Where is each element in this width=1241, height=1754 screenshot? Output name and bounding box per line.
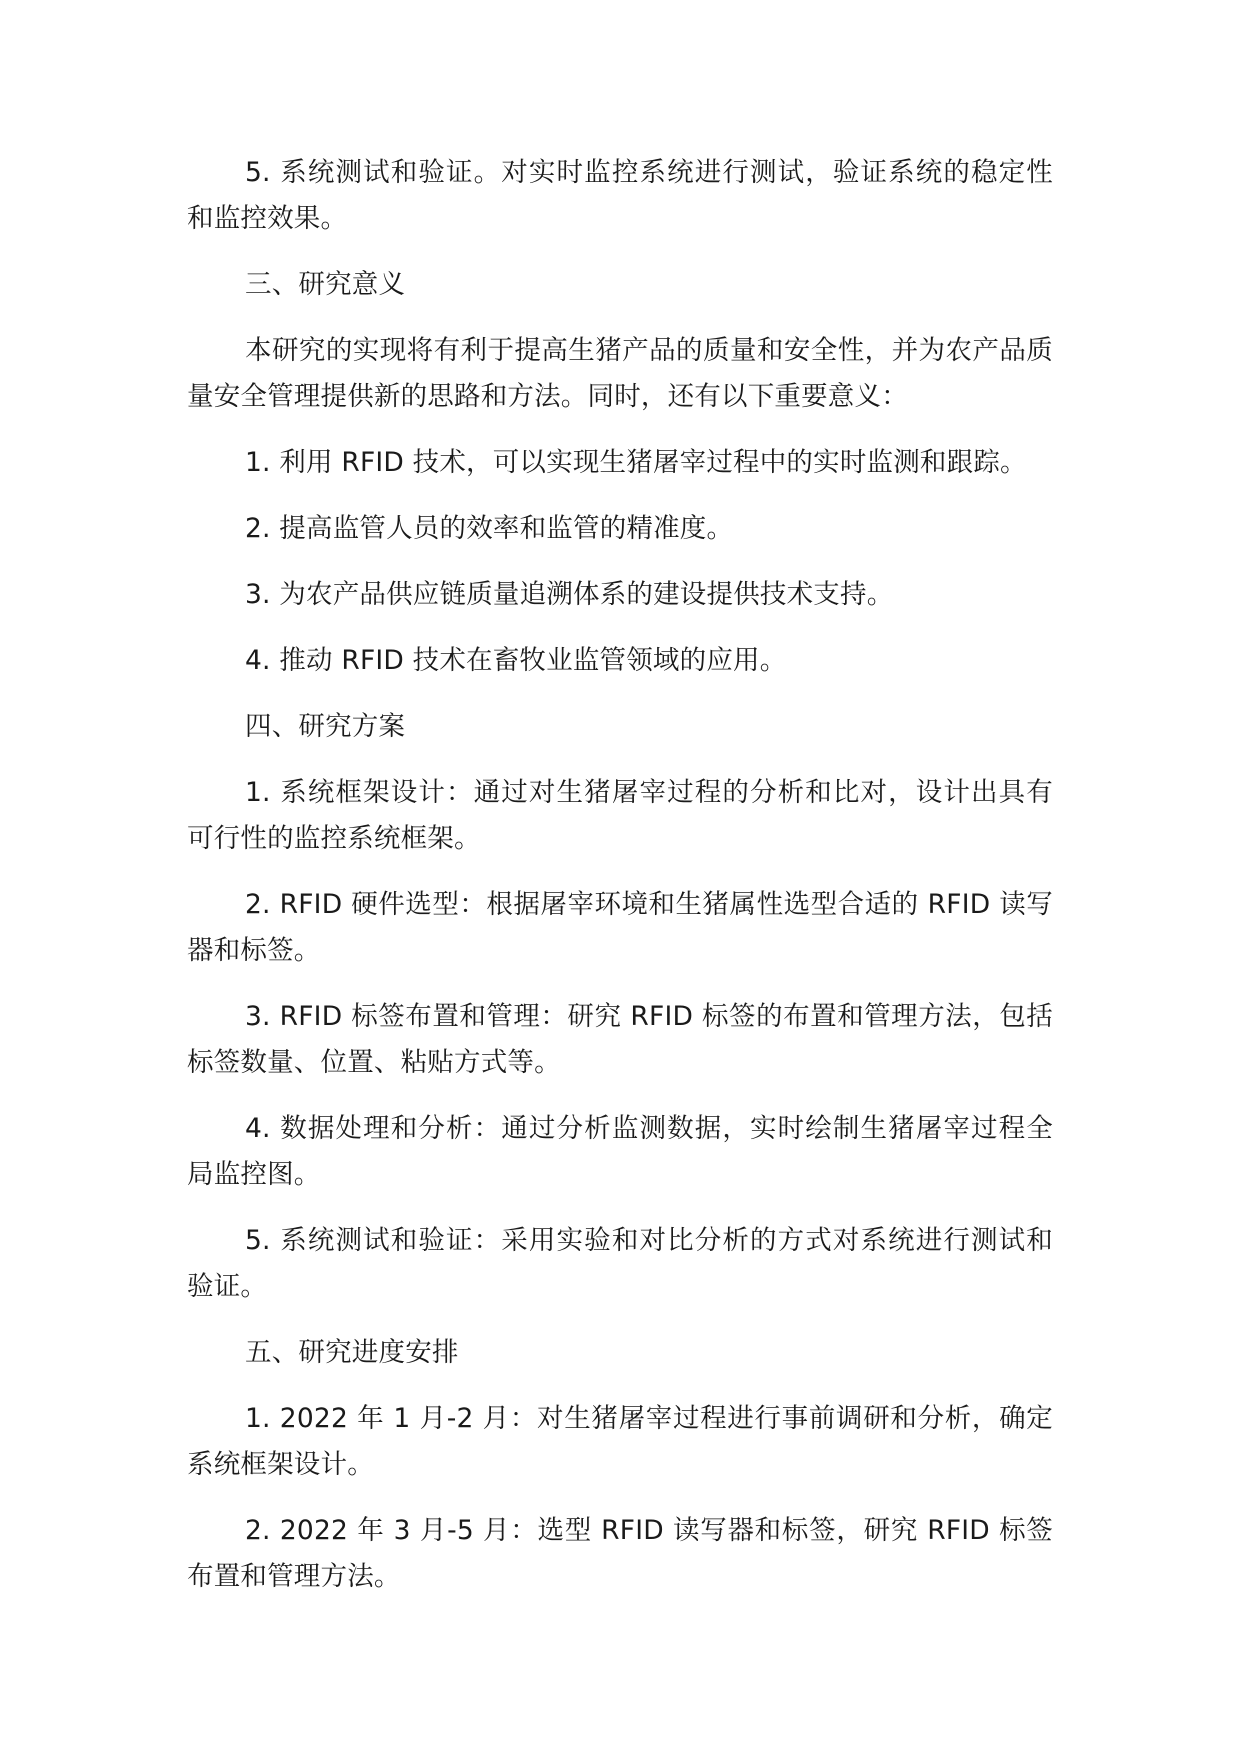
list-item-plan-3: 3. RFID 标签布置和管理：研究 RFID 标签的布置和管理方法，包括标签数量、位置、粘贴方式等。 [187,1001,1053,1078]
list-item-significance-3: 3. 为农产品供应链质量追溯体系的建设提供技术支持。 [245,579,894,610]
document-body [187,150,1053,1620]
list-item-schedule-2: 2. 2022 年 3 月-5 月：选型 RFID 读写器和标签，研究 RFID 标签布置和管理方法。 [187,1515,1053,1592]
section-heading-plan: 四、研究方案 [245,711,406,742]
paragraph-significance-intro: 本研究的实现将有利于提高生猪产品的质量和安全性，并为农产品质量安全管理提供新的思路和方法。同时，还有以下重要意义： [187,335,1053,412]
list-item-plan-4: 4. 数据处理和分析：通过分析监测数据，实时绘制生猪屠宰过程全局监控图。 [187,1113,1053,1190]
list-item-significance-1: 1. 利用 RFID 技术，可以实现生猪屠宰过程中的实时监测和跟踪。 [245,447,1027,478]
list-item-plan-1: 1. 系统框架设计：通过对生猪屠宰过程的分析和比对，设计出具有可行性的监控系统框架。 [187,777,1053,854]
list-item-plan-5: 5. 系统测试和验证：采用实验和对比分析的方式对系统进行测试和验证。 [187,1225,1053,1302]
section-heading-significance: 三、研究意义 [245,269,406,300]
list-item-schedule-1: 1. 2022 年 1 月-2 月：对生猪屠宰过程进行事前调研和分析，确定系统框架设计。 [187,1403,1053,1480]
list-item-plan-2: 2. RFID 硬件选型：根据屠宰环境和生猪属性选型合适的 RFID 读写器和标签。 [187,889,1053,966]
list-item-significance-2: 2. 提高监管人员的效率和监管的精准度。 [245,513,734,544]
list-item-significance-4: 4. 推动 RFID 技术在畜牧业监管领域的应用。 [245,645,787,676]
section-heading-schedule: 五、研究进度安排 [245,1337,459,1368]
paragraph-system-test: 5. 系统测试和验证。对实时监控系统进行测试，验证系统的稳定性和监控效果。 [187,157,1053,234]
